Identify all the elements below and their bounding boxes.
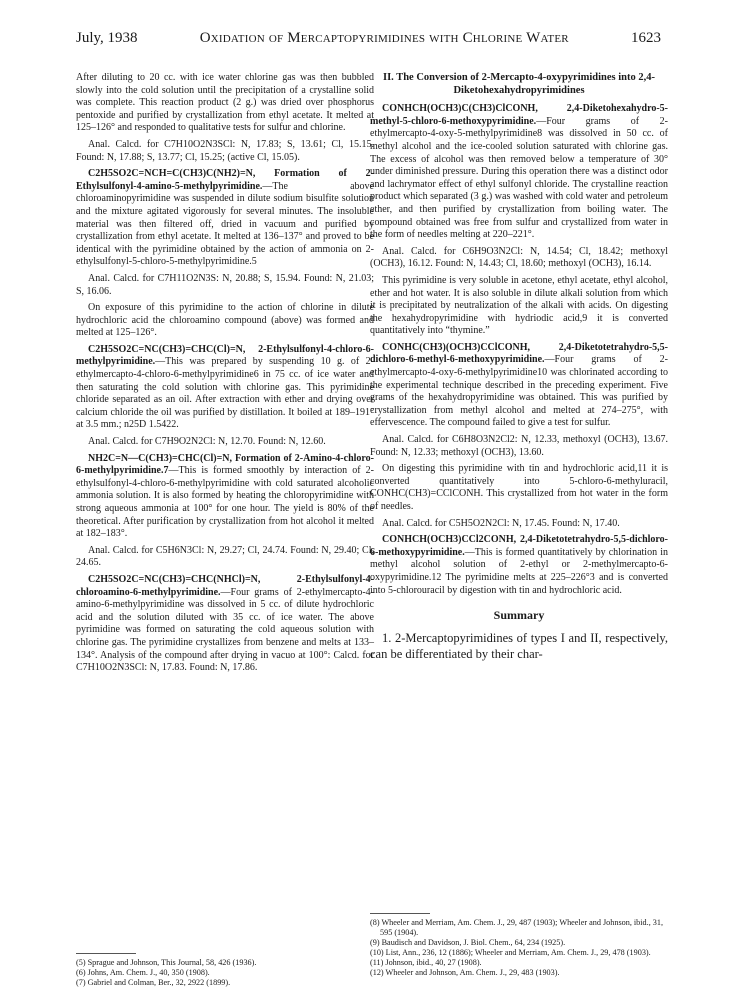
compound-heading: C2H5SO2C=NCH=C(CH3)C(NH2)=N, Formation of 2-Ethylsulfonyl-4-amino-5-methylpyrimidine. (76, 168, 374, 192)
footnote: (10) List, Ann., 236, 12 (1886); Wheeler and Merriam, Am. Chem. J., 29, 478 (1903). (370, 948, 651, 957)
compound-text: —This is formed quantitatively by chlorination in methyl alcohol solution of 2-ethyl or 2-methylmercapto-6-oxypyrimidine.12 The pyrimidine melts at 225–226°3 and is converted into 5-chlorouracil by digestion with tin and hydrochloric acid. (370, 546, 668, 596)
analysis: Anal. Calcd. for C5H6N3Cl: N, 29.27; Cl, 24.74. Found: N, 29.40; Cl, 24.65. (76, 544, 374, 569)
footnote: (9) Baudisch and Davidson, J. Biol. Chem., 64, 234 (1925). (370, 938, 566, 947)
compound-entry (370, 534, 668, 597)
summary-heading: Summary (493, 608, 545, 623)
section-heading: II. The Conversion of 2-Mercapto-4-oxypyrimidines into 2,4-Diketohexahydropyrimidines (382, 72, 656, 96)
footnote: (11) Johnson, ibid., 40, 27 (1908). (370, 958, 482, 967)
compound-text: —Four grams of 2-ethylmercapto-4-amino-6-methylpyrimidine was dissolved in 5 cc. of dilute hydrochloric acid and the solution diluted with 35 cc. of ice water. The above pyrimidine was formed on saturating the cold aqueous solution with chlorine gas. The pyrimidine crystallizes from benzene and melts at 133–134°. Analysis of the compound after drying in vacuo at 100°: Calcd. for C7H10O2N3SCl: N, 17.83. Found: N, 17.86. (76, 586, 374, 674)
page-number: 1623 (630, 30, 661, 46)
compound-text: —The above chloroaminopyrimidine was suspended in dilute sodium bisulfite solution and the mixture agitated vigorously for several minutes. The insoluble material was then filtered off, dried in vacuum and purified by crystallization from ethyl acetate. It melted at 136–137° and proved to be identical with the pyrimidine obtained by the action of ammonia on 2-ethylsulfonyl-5-chloro-5-methylpyrimidine.5 (76, 180, 374, 268)
left-footnotes (76, 945, 374, 988)
compound-text: —Four grams of 2-ethylmercapto-4-oxy-5-methylpyrimidine8 was dissolved in 50 cc. of methyl alcohol and the ice-cooled solution saturated with chlorine gas. The excess of alcohol was then removed below a temperature of 30° under diminished pressure. During this operation there was a distinct odor and lachrymator effect of ethyl sulfonyl chloride. The crystalline reaction product which separated (3 g.) was washed with cold water and petroleum ether, and then purified by crystallization from boiling water. The compound obtained was free from sulfur and crystallized from water in the form of needles melting at 220–221°. (370, 115, 668, 241)
paragraph: On digesting this pyrimidine with tin and hydrochloric acid,11 it is converted quantitatively into 5-chloro-6-methyluracil, CONHC(CH3)=CClCONH. This crystallized from hot water in the form of needles. (370, 463, 668, 512)
compound-heading: CONHCH(OCH3)C(CH3)ClCONH, 2,4-Diketohexahydro-5-methyl-5-chloro-6-methoxypyrimidine. (370, 103, 668, 127)
compound-entry (76, 453, 374, 541)
summary-text: 1. 2-Mercaptopyrimidines of types I and II, respectively, can be differentiated by their char- (370, 630, 668, 661)
compound-heading: NH2C=N—C(CH3)=CHC(Cl)=N, Formation of 2-Amino-4-chloro-6-methylpyrimidine.7 (76, 452, 374, 477)
left-column (76, 72, 374, 679)
compound-text: —This was prepared by suspending 10 g. of 2-ethylmercapto-4-chloro-6-methylpyrimidine6 in 75 cc. of ice water and then saturating the cold solution with chlorine gas. This pyrimidine chloride separated as an oil. After extraction with ether and drying over calcium chloride the oil was purified by distillation. It boiled at 189–191° at 3.5 mm.; n25D 1.5422. (76, 356, 374, 431)
analysis: Anal. Calcd. for C6H8O3N2Cl2: N, 12.33, methoxyl (OCH3), 13.67. Found: N, 12.33; methoxyl (OCH3), 13.60. (370, 434, 668, 458)
compound-entry (76, 344, 374, 432)
compound-entry (76, 168, 374, 269)
paragraph: On exposure of this pyrimidine to the action of chlorine in dilute hydrochloric acid the chloroamino compound (above) was formed and melted at 125–126°. (76, 302, 374, 339)
analysis: Anal. Calcd. for C7H9O2N2Cl: N, 12.70. Found: N, 12.60. (88, 436, 326, 448)
header-title: Oxidation of Mercaptopyrimidines with Chlorine Water (199, 30, 569, 46)
running-header (76, 30, 661, 52)
paragraph: This pyrimidine is very soluble in acetone, ethyl acetate, ethyl alcohol, ether and hot water. It is also soluble in dilute alkali solution from which it is precipitated by neutralization of the alkali with acids. On digesting the hexahydropyrimidine with hydriodic acid,9 it is converted quantitatively into “thymine.” (370, 274, 668, 337)
right-footnotes (370, 905, 668, 978)
compound-entry (76, 574, 374, 675)
analysis: Anal. Calcd. for C6H9O3N2Cl: N, 14.54; Cl, 18.42; methoxyl (OCH3), 16.12. Found: N, 14.43; Cl, 18.60; methoxyl (OCH3), 16.14. (370, 245, 668, 270)
compound-heading: C2H5SO2C=NC(CH3)=CHC(NHCl)=N, 2-Ethylsulfonyl-4-chloroamino-6-methylpyrimidine. (76, 573, 374, 598)
header-date: July, 1938 (76, 30, 138, 46)
footnote: (5) Sprague and Johnson, This Journal, 58, 426 (1936). (76, 958, 257, 967)
footnote: (6) Johns, Am. Chem. J., 40, 350 (1908). (76, 968, 210, 977)
analysis: Anal. Calcd. for C5H5O2N2Cl: N, 17.45. Found: N, 17.40. (382, 517, 620, 529)
compound-text: —This is formed smoothly by interaction of 2-ethylsulfonyl-4-chloro-6-methylpyrimidine with cold saturated alcoholic ammonia solution. It is also formed by heating the chloropyrimidine with strong aqueous ammonia at 100° for one hour. The yield is 80% of the theoretical. After purification by crystallization from hot alcohol it melted at 182–183°. (76, 465, 374, 540)
analysis: Anal. Calcd. for C7H11O2N3S: N, 20.88; S, 15.94. Found: N, 21.03; S, 16.06. (76, 272, 374, 297)
footnote-rule (76, 953, 136, 954)
analysis: Anal. Calcd. for C7H10O2N3SCl: N, 17.83; S, 13.61; Cl, 15.15. Found: N, 17.88; S, 13.77; Cl, 15.25; (active Cl, 15.05). (76, 138, 374, 163)
footnote: (7) Gabriel and Colman, Ber., 32, 2922 (1899). (76, 978, 231, 987)
compound-text: —Four grams of 2-ethylmercapto-4-oxy-6-methylpyrimidine10 was chlorinated according to the experimental technique described in the preceding experiment. Five grams of the hexahydropyrimidine was obtained. This was purified by crystallization from methyl alcohol and melted at 274–275°, with effervescence. The compound failed to give a test for sulfur. (370, 354, 668, 429)
footnote: (12) Wheeler and Johnson, Am. Chem. J., 29, 483 (1903). (370, 968, 560, 977)
compound-entry (370, 342, 668, 430)
compound-entry (370, 103, 668, 242)
right-column (370, 72, 668, 666)
compound-heading: C2H5SO2C=NC(CH3)=CHC(Cl)=N, 2-Ethylsulfonyl-4-chloro-6-methylpyrimidine. (76, 343, 374, 368)
compound-heading: CONHCH(OCH3)CCl2CONH, 2,4-Diketotetrahydro-5,5-dichloro-6-methoxypyrimidine. (370, 534, 668, 558)
compound-heading: CONHC(CH3)(OCH3)CClCONH, 2,4-Diketotetrahydro-5,5-dichloro-6-methyl-6-methoxypyrimidine. (370, 341, 668, 366)
paragraph: After diluting to 20 cc. with ice water chlorine gas was then bubbled slowly into the cold solution until the precipitation of a crystalline solid was complete. This reaction product (2 g.) was dried over phosphorus pentoxide and purified by crystallization from ethyl acetate. It melted at 125–126° and responded to qualitative tests for sulfur and chlorine. (76, 72, 374, 134)
footnote: (8) Wheeler and Merriam, Am. Chem. J., 29, 487 (1903); Wheeler and Johnson, ibid., 31, 595 (1904). (370, 918, 664, 937)
footnote-rule (370, 913, 430, 914)
